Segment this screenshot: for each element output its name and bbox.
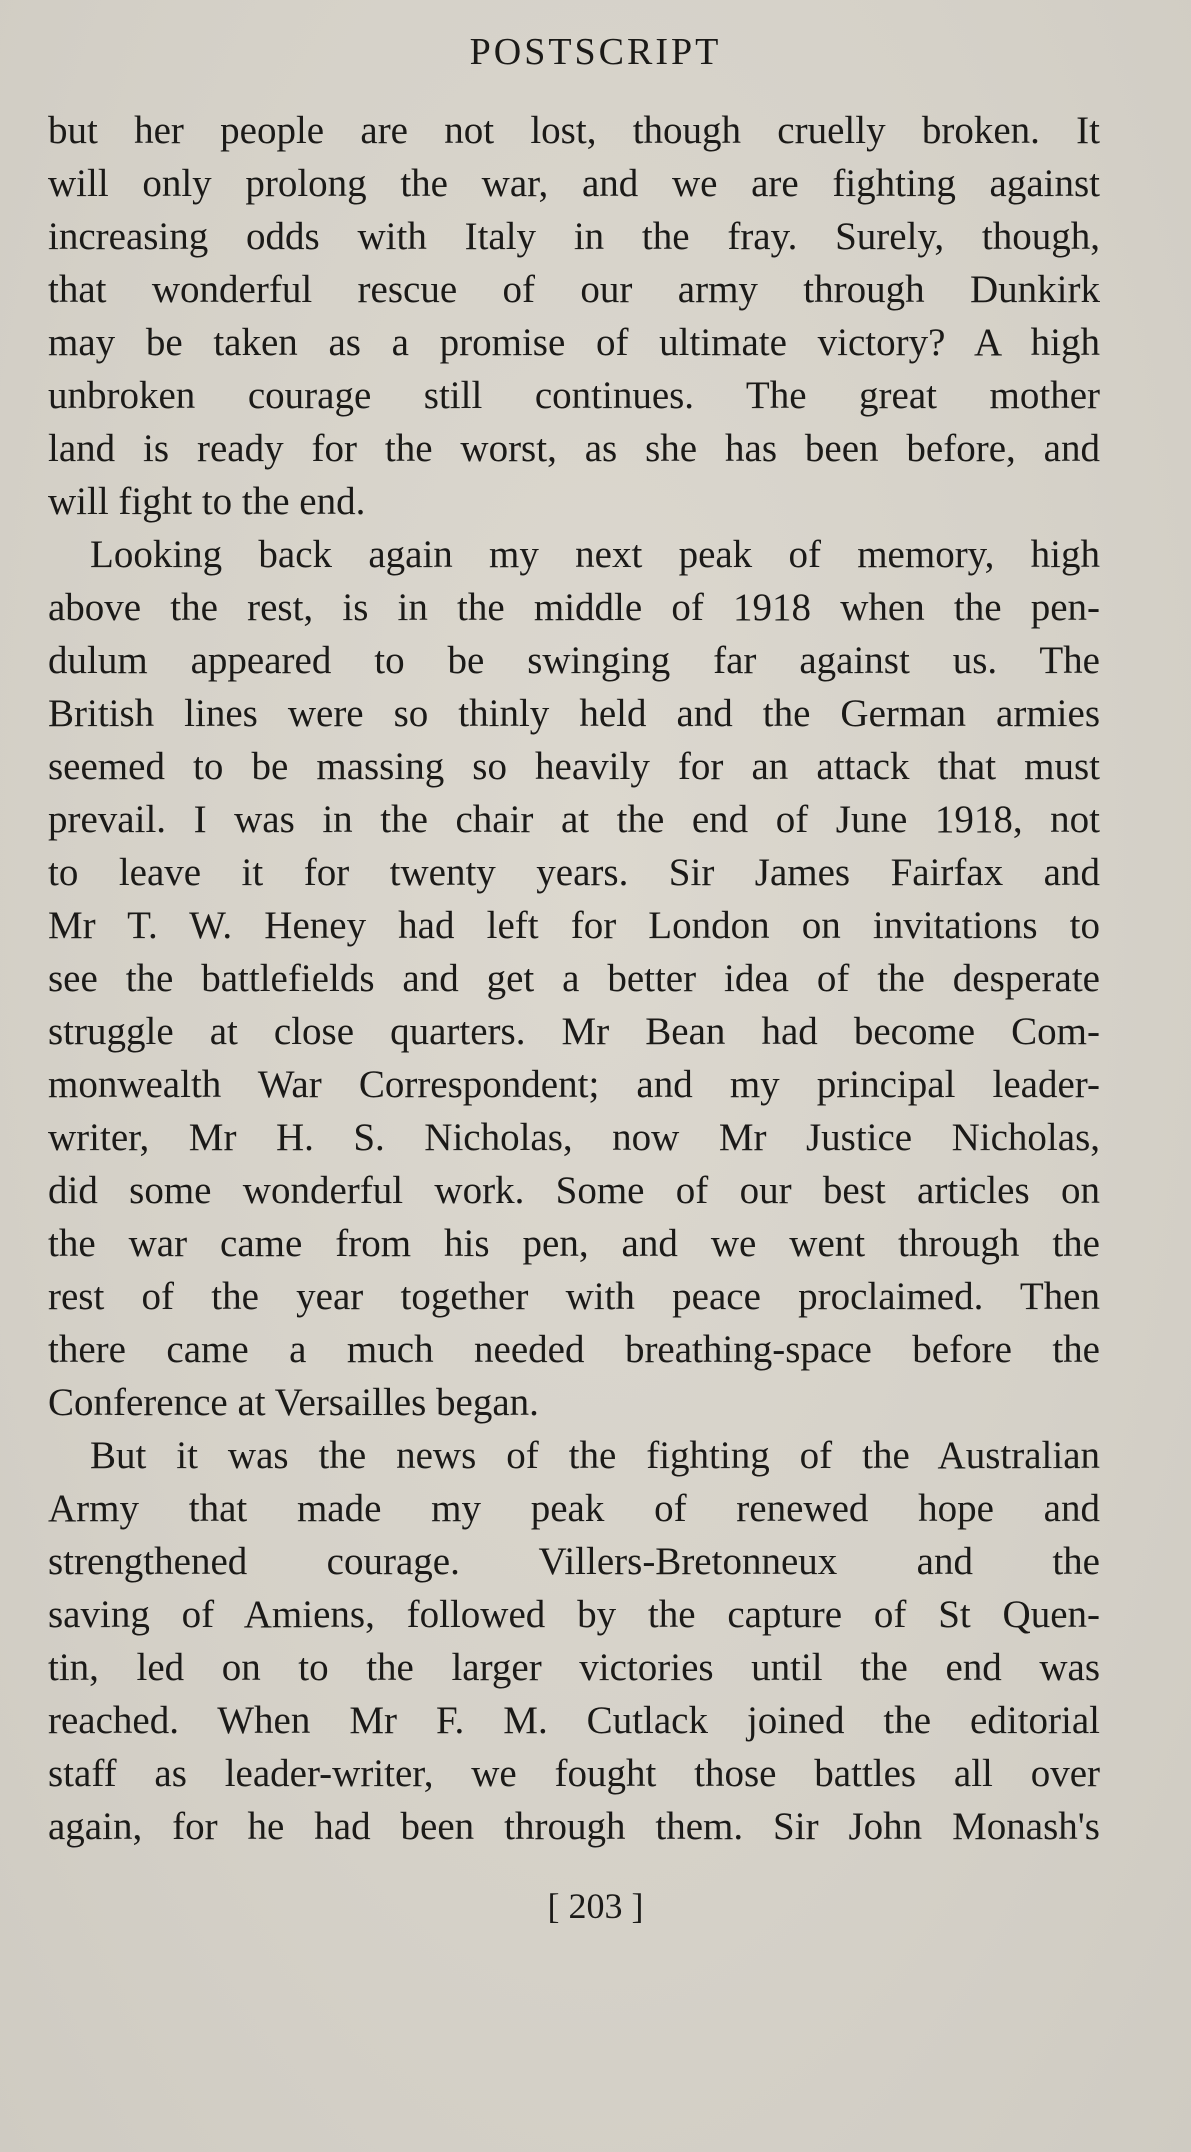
text-line: Conference at Versailles began. bbox=[48, 1381, 539, 1424]
text-line: increasing odds with Italy in the fray. Surely, though, bbox=[48, 215, 1100, 258]
text-line: British lines were so thinly held and the German armies bbox=[48, 692, 1100, 735]
text-line: But it was the news of the fighting of the Australian bbox=[90, 1434, 1100, 1477]
text-line: will only prolong the war, and we are fighting against bbox=[48, 162, 1100, 205]
text-line: unbroken courage still continues. The great mother bbox=[48, 374, 1100, 417]
text-line: to leave it for twenty years. Sir James Fairfax and bbox=[48, 851, 1100, 894]
text-line: there came a much needed breathing-space before the bbox=[48, 1328, 1100, 1371]
running-head: POSTSCRIPT bbox=[469, 31, 722, 73]
text-line: will fight to the end. bbox=[48, 480, 366, 523]
text-line: seemed to be massing so heavily for an attack that must bbox=[48, 745, 1100, 788]
paragraph bbox=[48, 1429, 1100, 1853]
text-line: dulum appeared to be swinging far against us. The bbox=[48, 639, 1100, 682]
text-line: but her people are not lost, though cruelly broken. It bbox=[48, 109, 1100, 152]
text-line: staff as leader-writer, we fought those battles all over bbox=[48, 1752, 1100, 1795]
text-line: monwealth War Correspondent; and my principal leader- bbox=[48, 1063, 1100, 1106]
text-line: that wonderful rescue of our army through Dunkirk bbox=[48, 268, 1100, 311]
text-line: may be taken as a promise of ultimate victory? A high bbox=[48, 321, 1100, 364]
text-line: prevail. I was in the chair at the end of June 1918, not bbox=[48, 798, 1100, 841]
text-line: the war came from his pen, and we went through the bbox=[48, 1222, 1100, 1265]
text-line: see the battlefields and get a better idea of the desperate bbox=[48, 957, 1100, 1000]
text-line: saving of Amiens, followed by the capture of St Quen- bbox=[48, 1593, 1100, 1636]
text-line: tin, led on to the larger victories until the end was bbox=[48, 1646, 1100, 1689]
paragraph bbox=[48, 528, 1100, 1429]
text-line: above the rest, is in the middle of 1918 when the pen- bbox=[48, 586, 1100, 629]
text-line: Army that made my peak of renewed hope and bbox=[48, 1487, 1100, 1530]
text-line: strengthened courage. Villers-Bretonneux and the bbox=[48, 1540, 1100, 1583]
body-text bbox=[48, 104, 1100, 1853]
text-line: Mr T. W. Heney had left for London on invitations to bbox=[48, 904, 1100, 947]
text-line: reached. When Mr F. M. Cutlack joined the editorial bbox=[48, 1699, 1100, 1742]
text-line: struggle at close quarters. Mr Bean had become Com- bbox=[48, 1010, 1100, 1053]
text-line: did some wonderful work. Some of our best articles on bbox=[48, 1169, 1100, 1212]
text-line: land is ready for the worst, as she has been before, and bbox=[48, 427, 1100, 470]
text-line: again, for he had been through them. Sir John Monash's bbox=[48, 1805, 1100, 1848]
text-line: rest of the year together with peace proclaimed. Then bbox=[48, 1275, 1100, 1318]
text-line: Looking back again my next peak of memory, high bbox=[90, 533, 1100, 576]
text-line: writer, Mr H. S. Nicholas, now Mr Justice Nicholas, bbox=[48, 1116, 1100, 1159]
page-number: [ 203 ] bbox=[547, 1886, 644, 1926]
paragraph bbox=[48, 104, 1100, 528]
